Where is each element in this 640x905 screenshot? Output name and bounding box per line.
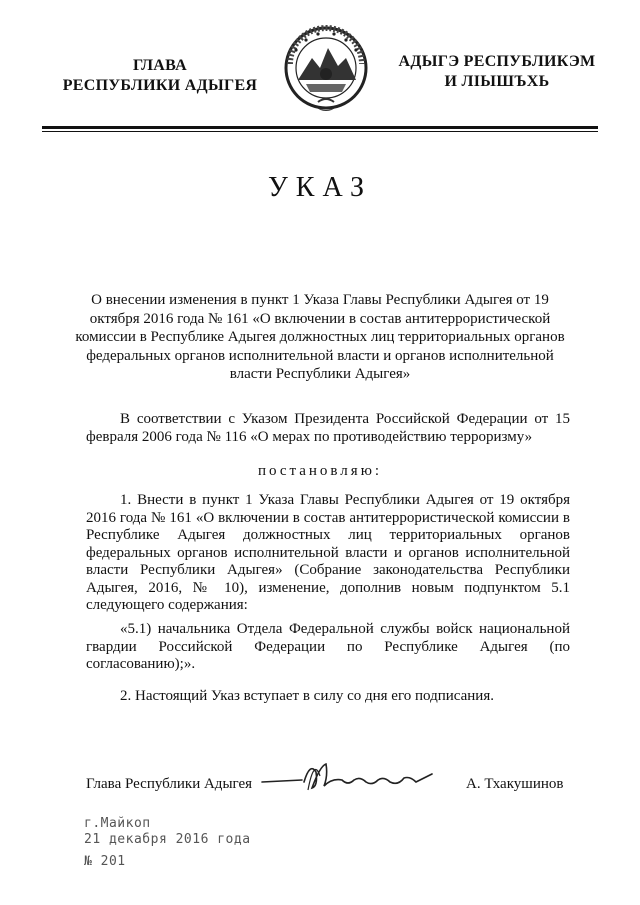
handwritten-signature — [258, 756, 438, 796]
stamp-city: г.Майкоп — [84, 816, 151, 831]
header-left-line2: РЕСПУБЛИКИ АДЫГЕЯ — [62, 77, 258, 94]
coat-of-arms-icon — [276, 24, 376, 124]
document-title: УКАЗ — [267, 172, 373, 203]
header-rule-thick — [42, 126, 598, 129]
stamp-number: № 201 — [84, 854, 126, 869]
paragraph-item-2: 2. Настоящий Указ вступает в силу со дня его подписания. — [120, 688, 494, 704]
document-subject: О внесении изменения в пункт 1 Указа Главы Республики Адыгея от 19 октября 2016 года № 161 «О включении в состав антитеррористической комиссии в Республике Адыгея должностных лиц территориальных органов федеральных органов исполнительной власти и органов исполнительной власти Республики Адыгея» — [75, 292, 565, 382]
header-right-line2: И ЛІЫШЪХЬ — [444, 73, 550, 90]
paragraph-basis: В соответствии с Указом Президента Российской Федерации от 15 февраля 2006 года № 116 «О мерах по противодействию терроризму» — [86, 411, 570, 445]
signatory-position: Глава Республики Адыгея — [86, 776, 253, 792]
stamp-date: 21 декабря 2016 года — [84, 832, 251, 847]
header-left — [40, 56, 280, 96]
header-rule-thin — [42, 131, 598, 132]
header-right — [388, 52, 606, 92]
paragraph-item-1: 1. Внести в пункт 1 Указа Главы Республики Адыгея от 19 октября 2016 года № 161 «О включении в состав антитеррористической комиссии в Республике Адыгея должностных лиц территориальных органов федеральных органов исполнительной власти и органов исполнительной власти Республики Адыгея» (Собрание законодательства Республики Адыгея, 2016, № 10), изменение, дополнив новым подпунктом 5.1 следующего содержания: — [86, 492, 570, 613]
signatory-name: А. Тхакушинов — [466, 776, 564, 792]
header-left-line1: ГЛАВА — [133, 57, 187, 74]
paragraph-item-1-quote: «5.1) начальника Отдела Федеральной службы войск национальной гвардии Российской Федерации по Республике Адыгея (по согласованию);». — [86, 621, 570, 672]
decree-word: постановляю: — [257, 463, 383, 479]
header-right-line1: АДЫГЭ РЕСПУБЛИКЭМ — [398, 53, 596, 70]
